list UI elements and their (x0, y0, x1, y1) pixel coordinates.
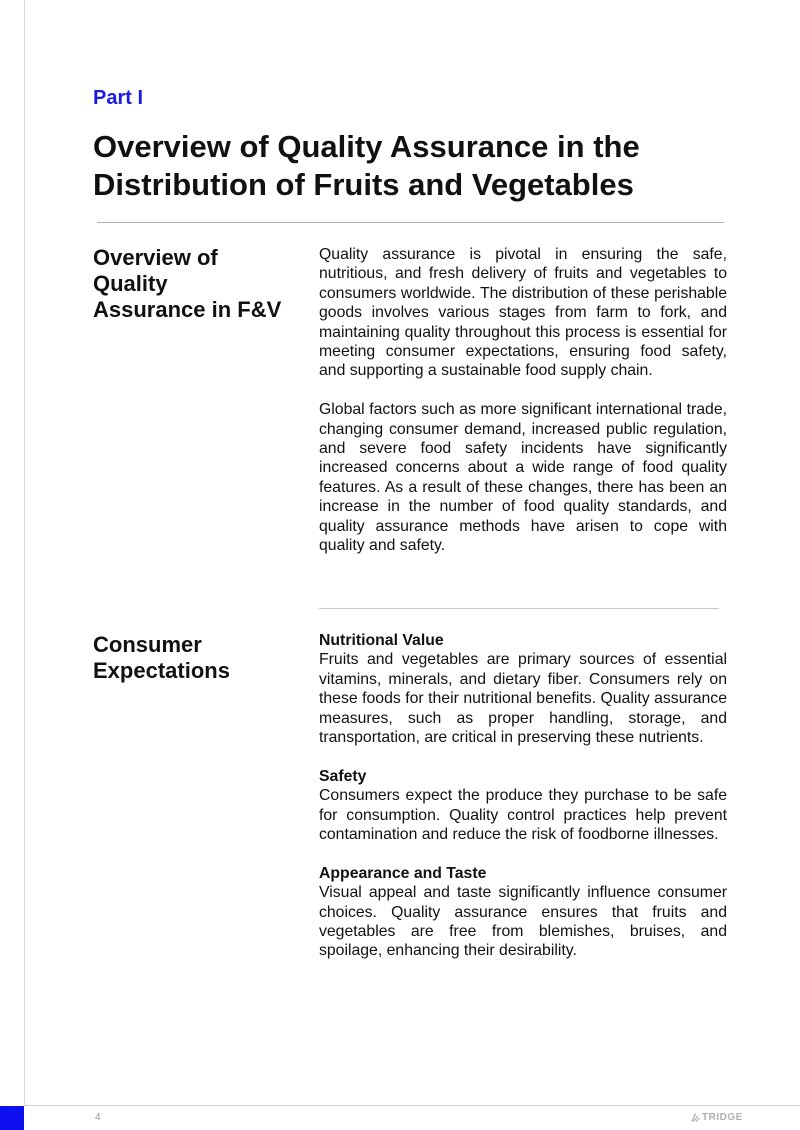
subsection-safety (319, 767, 727, 845)
section-divider (319, 608, 719, 609)
left-margin-rule (24, 0, 25, 1105)
subsection-nutritional-value (319, 631, 727, 747)
brand-logo (691, 1112, 743, 1123)
section-heading-consumer-expectations: Consumer Expectations (93, 632, 230, 683)
subsection-title: Appearance and Taste (319, 864, 487, 882)
corner-accent-block (0, 1106, 24, 1130)
part-label: Part I (93, 87, 144, 109)
section-heading-overview: Overview of Quality Assurance in F&V (93, 245, 282, 322)
subsection-text: Fruits and vegetables are primary sources of essential vitamins, minerals, and dietary fiber. Consumers rely on these foods for their nutritional benefits. Quality assurance measures, such as proper handling, storage, and transportation, are critical in preserving these nutrients. (319, 651, 727, 747)
consumer-expectations-body (319, 631, 727, 980)
footer-divider (24, 1105, 800, 1106)
subsection-text: Visual appeal and taste significantly influence consumer choices. Quality assurance ensures that fruits and vegetables are free from blemishes, bruises, and spoilage, enhancing their desirability. (319, 884, 727, 960)
overview-paragraph: Quality assurance is pivotal in ensuring the safe, nutritious, and fresh delivery of fruits and vegetables to consumers worldwide. The distribution of these perishable goods involves various stages from farm to fork, and maintaining quality throughout this process is essential for meeting consumer expectations, ensuring food safety, and supporting a sustainable food supply chain. (319, 246, 727, 380)
brand-name: TRIDGE (702, 1112, 743, 1123)
subsection-title: Nutritional Value (319, 632, 444, 649)
page-title: Overview of Quality Assurance in the Distribution of Fruits and Vegetables (93, 129, 640, 202)
subsection-appearance-and-taste (319, 864, 727, 961)
overview-paragraph: Global factors such as more significant international trade, changing consumer demand, increased public regulation, and severe food safety incidents have significantly increased concerns about a wide range of food quality features. As a result of these changes, there has been an increase in the number of food quality standards, and quality assurance methods have arisen to cope with quality and safety. (319, 401, 727, 555)
overview-body (319, 245, 727, 555)
page-number: 4 (95, 1112, 101, 1123)
tridge-logo-icon (691, 1113, 700, 1122)
title-divider (97, 222, 724, 223)
subsection-title: Safety (319, 767, 367, 785)
subsection-text: Consumers expect the produce they purchase to be safe for consumption. Quality control practices help prevent contamination and reduce the risk of foodborne illnesses. (319, 787, 727, 844)
